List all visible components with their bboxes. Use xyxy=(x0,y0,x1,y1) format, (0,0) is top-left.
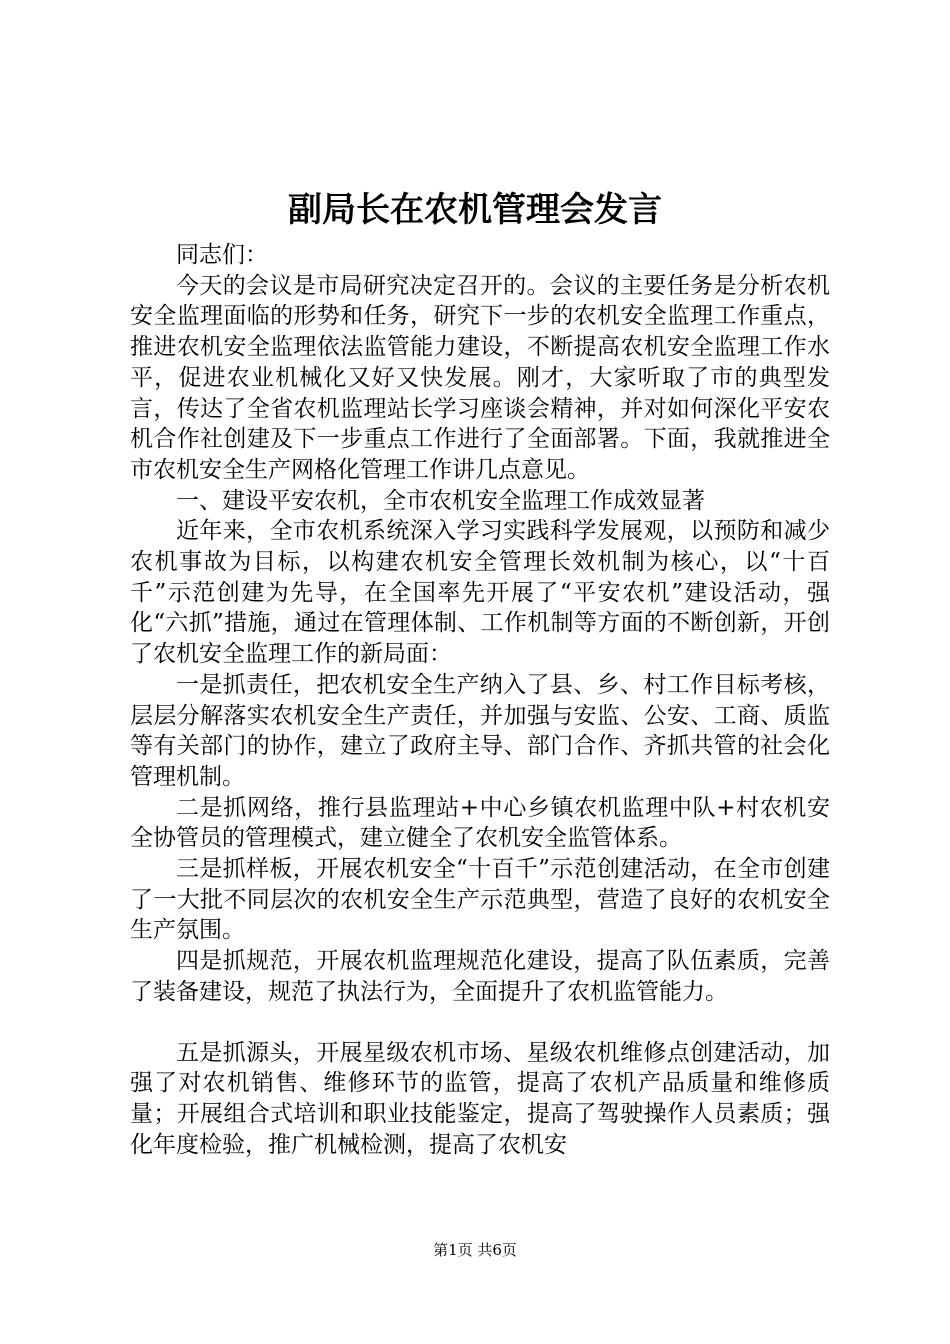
paragraph: 近年来，全市农机系统深入学习实践科学发展观，以预防和减少农机事故为目标，以构建农机安全管理长效机制为核心，以“十百千”示范创建为先导，在全国率先开展了“平安农机”建设活动，强化“六抓”措施，通过在管理体制、工作机制等方面的不断创新，开创了农机安全监理工作的新局面： xyxy=(130,518,830,668)
paragraph: 二是抓网络，推行县监理站+中心乡镇农机监理中队+村农机安全协管员的管理模式，建立健全了农机安全监管体系。 xyxy=(130,794,830,852)
document-title: 副局长在农机管理会发言 xyxy=(288,190,662,230)
paragraph: 四是抓规范，开展农机监理规范化建设，提高了队伍素质，完善了装备建设，规范了执法行为，全面提升了农机监管能力。 xyxy=(130,948,830,1005)
paragraph: 三是抓样板，开展农机安全“十百千”示范创建活动，在全市创建了一大批不同层次的农机安全生产示范典型，营造了良好的农机安全生产氛围。 xyxy=(130,856,830,944)
document-body xyxy=(130,240,830,1160)
paragraph-intro: 今天的会议是市局研究决定召开的。会议的主要任务是分析农机安全监理面临的形势和任务，研究下一步的农机安全监理工作重点，推进农机安全监理依法监管能力建设，不断提高农机安全监理工作水平，促进农业机械化又好又快发展。刚才，大家听取了市的典型发言，传达了全省农机监理站长学习座谈会精神，并对如何深化平安农机合作社创建及下一步重点工作进行了全面部署。下面，我就推进全市农机安全生产网格化管理工作讲几点意见。 xyxy=(130,272,830,483)
paragraph: 一是抓责任，把农机安全生产纳入了县、乡、村工作目标考核，层层分解落实农机安全生产责任，并加强与安监、公安、工商、质监等有关部门的协作，建立了政府主导、部门合作、齐抓共管的社会化管理机制。 xyxy=(130,671,830,790)
paragraph: 五是抓源头，开展星级农机市场、星级农机维修点创建活动，加强了对农机销售、维修环节的监管，提高了农机产品质量和维修质量；开展组合式培训和职业技能鉴定，提高了驾驶操作人员素质；强化年度检验，推广机械检测，提高了农机安 xyxy=(130,1039,830,1158)
page-number-footer: 第1页 共6页 xyxy=(433,1241,517,1259)
salutation: 同志们： xyxy=(176,242,268,268)
section-heading-1: 一、建设平安农机，全市农机安全监理工作成效显著 xyxy=(176,487,705,514)
